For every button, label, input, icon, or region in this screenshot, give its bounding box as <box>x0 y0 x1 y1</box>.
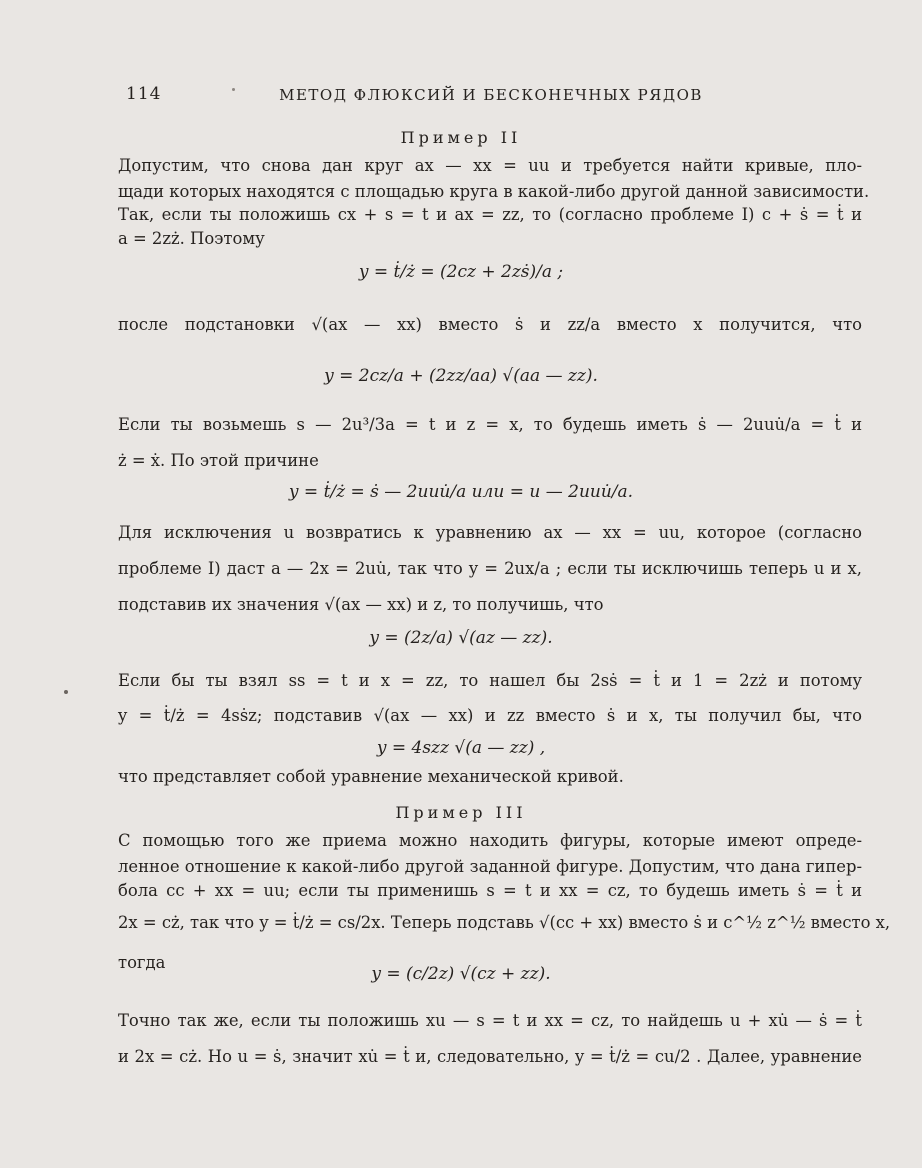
equation: y = 4szz √(a — zz) , <box>376 738 546 758</box>
equation: y = (2z/a) √(az — zz). <box>369 628 553 648</box>
example-3-heading: Пример III <box>395 803 527 822</box>
running-title: МЕТОД ФЛЮКСИЙ И БЕСКОНЕЧНЫХ РЯДОВ <box>279 86 703 104</box>
example-2-heading: Пример II <box>400 128 522 147</box>
paragraph-line: 2x = cż, так что y = ṫ/ż = cs/2x. Теперь подставь √(cc + xx) вместо ṡ и c^½ z^½ вместо x, <box>118 913 891 932</box>
paragraph-line: Допустим, что снова дан круг ax — xx = uu и требуется найти кривые, пло- <box>118 156 862 175</box>
paragraph-line: Так, если ты положишь cx + s = t и ax = zz, то (согласно проблеме I) c + ṡ = ṫ и <box>118 205 862 224</box>
paragraph-line: y = ṫ/ż = 4sṡz; подставив √(ax — xx) и zz вместо ṡ и x, ты получил бы, что <box>118 706 862 725</box>
paragraph-line: проблеме I) даст a — 2x = 2uu̇, так что y = 2ux/a ; если ты исключишь теперь u и x, <box>118 559 862 578</box>
page-header <box>118 84 864 108</box>
print-speck <box>232 88 235 91</box>
paragraph-line: и 2x = cż. Но u = ṡ, значит xu̇ = ṫ и, следовательно, y = ṫ/ż = cu/2 . Далее, уравнение <box>118 1047 862 1066</box>
paragraph-line: ленное отношение к какой-либо другой заданной фигуре. Допустим, что дана гипер- <box>118 857 862 876</box>
paragraph-line: Если бы ты взял ss = t и x = zz, то нашел бы 2sṡ = ṫ и 1 = 2zż и потому <box>118 671 862 690</box>
equation: y = ṫ/ż = (2cz + 2zṡ)/a ; <box>358 262 564 282</box>
equation: y = (c/2z) √(cz + zz). <box>371 964 551 984</box>
paragraph-line: Точно так же, если ты положишь xu — s = t и xx = cz, то найдешь u + xu̇ — ṡ = ṫ <box>118 1011 862 1030</box>
paragraph-line: после подстановки √(ax — xx) вместо ṡ и zz/a вместо x получится, что <box>118 315 862 334</box>
paragraph-line: подставив их значения √(ax — xx) и z, то получишь, что <box>118 595 604 614</box>
paragraph-line: a = 2zż. Поэтому <box>118 229 265 248</box>
paragraph-line: С помощью того же приема можно находить фигуры, которые имеют опреде- <box>118 831 862 850</box>
paragraph-line: бола cc + xx = uu; если ты применишь s = t и xx = cz, то будешь иметь ṡ = ṫ и <box>118 881 862 900</box>
paragraph-line: Если ты возьмешь s — 2u³/3a = t и z = x, то будешь иметь ṡ — 2uuu̇/a = ṫ и <box>118 415 862 434</box>
page-number: 114 <box>126 84 162 104</box>
paragraph-line: что представляет собой уравнение механической кривой. <box>118 767 624 786</box>
paragraph-line: Для исключения u возвратись к уравнению ax — xx = uu, которое (согласно <box>118 523 862 542</box>
paragraph-line: тогда <box>118 953 166 972</box>
equation: y = ṫ/ż = ṡ — 2uuu̇/a или = u — 2uuu̇/a. <box>288 482 634 502</box>
print-speck <box>64 690 68 694</box>
equation: y = 2cz/a + (2zz/aa) √(aa — zz). <box>324 366 598 386</box>
paragraph-line: ż = ẋ. По этой причине <box>118 451 319 470</box>
paragraph-line: щади которых находятся с площадью круга в какой-либо другой данной зависимости. <box>118 182 870 201</box>
